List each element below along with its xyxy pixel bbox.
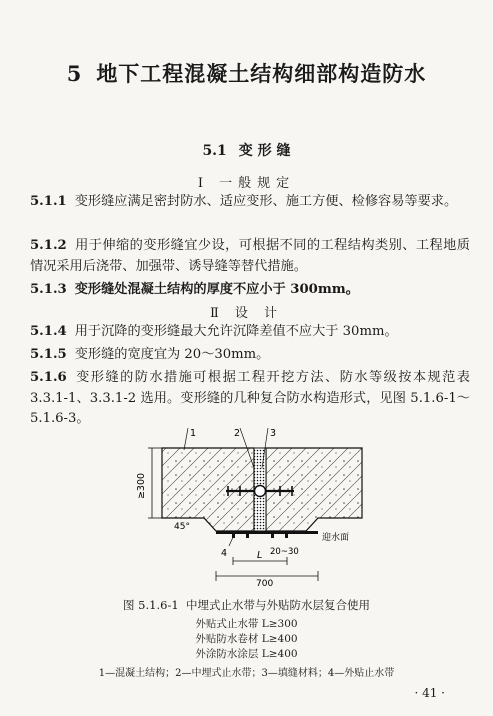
clause-5-1-4: 5.1.4 用于沉降的变形缝最大允许沉降差值不应大于 30mm。	[30, 324, 398, 339]
section-title	[0, 140, 493, 160]
figure-caption	[0, 597, 493, 613]
external-waterstop	[216, 531, 318, 534]
figure-legend-2: 外贴防水卷材 L≥400	[195, 633, 298, 645]
clause-5-1-3: 5.1.3 变形缝处混凝土结构的厚度不应小于 300mm。	[30, 282, 359, 297]
figure-notes: 1—混凝土结构；2—中埋式止水带；3—填缝材料；4—外贴止水带	[98, 668, 395, 679]
figure-legend-1: 外贴式止水带 L≥300	[195, 618, 298, 630]
chapter-number: 5	[66, 61, 83, 86]
page-number: · 41 ·	[414, 686, 445, 700]
length-label: L	[257, 550, 263, 561]
thickness-label: ≥300	[136, 472, 147, 500]
clause-5-1-6: 5.1.6 变形缝的防水措施可根据工程开挖方法、防水等级按本规范表 3.3.1-1、3.3.1-2 选用。变形缝的几种复合防水构造形式，见图 5.1.6-1～5.1.6-3。	[30, 370, 470, 426]
callout-4: 4	[221, 548, 228, 559]
gap-label: 20~30	[270, 547, 299, 557]
callout-3: 3	[270, 428, 277, 439]
callout-2: 2	[234, 428, 241, 439]
water-side-label: 迎水面	[322, 533, 350, 543]
figure-diagram	[130, 428, 390, 588]
angle-label: 45°	[174, 522, 190, 532]
figure-caption-text: 中埋式止水带与外贴防水层复合使用	[185, 598, 370, 612]
chapter-title-text: 地下工程混凝土结构细部构造防水	[96, 61, 427, 86]
width-label: 700	[256, 579, 274, 588]
clause-5-1-5: 5.1.5 变形缝的宽度宜为 20～30mm。	[30, 347, 270, 362]
subsection-heading-2: Ⅱ 设 计	[209, 306, 284, 321]
subsection-heading-1: Ⅰ 一般规定	[197, 176, 296, 191]
clause-5-1-2: 5.1.2 用于伸缩的变形缝宜少设，可根据不同的工程结构类别、工程地质情况采用后浇带、加强带、诱导缝等替代措施。	[30, 238, 470, 274]
figure-legend-3: 外涂防水涂层 L≥400	[195, 648, 298, 660]
clause-5-1-1: 5.1.1 变形缝应满足密封防水、适应变形、施工方便、检修容易等要求。	[30, 194, 458, 209]
figure-caption-id: 图 5.1.6-1	[123, 598, 179, 612]
section-title-text: 变 形 缝	[238, 143, 291, 159]
callout-1: 1	[190, 428, 197, 439]
section-number: 5.1	[202, 143, 227, 159]
chapter-title	[0, 58, 493, 88]
